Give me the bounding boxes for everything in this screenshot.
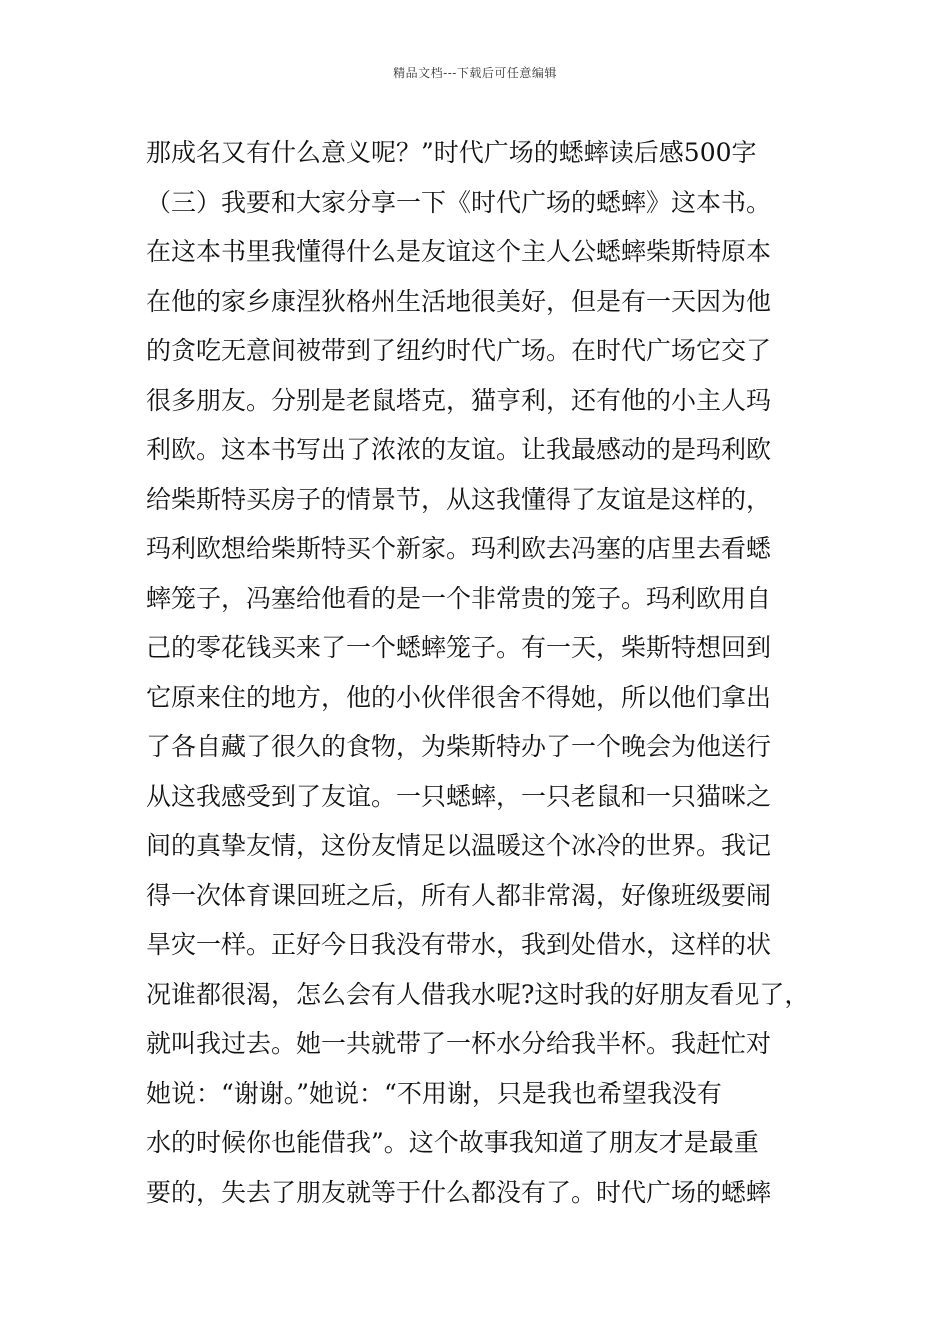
text-line: 就叫我过去。她一共就带了一杯水分给我半杯。我赶忙对: [146, 1029, 772, 1058]
body-text: [146, 128, 826, 1217]
text-line: 蟀笼子，冯塞给他看的是一个非常贵的笼子。玛利欧用自: [146, 583, 772, 613]
text-line: 要的，失去了朋友就等于什么都没有了。时代广场的蟋蟀: [146, 1177, 772, 1207]
text-line: 况谁都很渴，怎么会有人借我水呢?这时我的好朋友看见了，: [146, 979, 810, 1009]
text-line: 水的时候你也能借我”。这个故事我知道了朋友才是最重: [146, 1128, 759, 1157]
text-line: 从这我感受到了友谊。一只蟋蟀，一只老鼠和一只猫咪之: [146, 781, 772, 811]
page-header: 精品文档---下载后可任意编辑: [393, 66, 557, 80]
text-line: 己的零花钱买来了一个蟋蟀笼子。有一天，柴斯特想回到: [146, 633, 772, 662]
text-line: 那成名又有什么意义呢？”时代广场的蟋蟀读后感500字: [146, 138, 757, 167]
text-line: 在这本书里我懂得什么是友谊这个主人公蟋蟀柴斯特原本: [146, 237, 772, 266]
text-line: 她说：“谢谢。”她说：“不用谢，只是我也希望我没有: [146, 1078, 722, 1108]
text-line: 玛利欧想给柴斯特买个新家。玛利欧去冯塞的店里去看蟋: [146, 534, 772, 563]
text-line: 间的真挚友情，这份友情足以温暖这个冰冷的世界。我记: [146, 831, 772, 860]
text-line: 利欧。这本书写出了浓浓的友谊。让我最感动的是玛利欧: [146, 435, 772, 464]
text-line: 了各自藏了很久的食物，为柴斯特办了一个晚会为他送行: [146, 732, 772, 761]
text-line: 得一次体育课回班之后，所有人都非常渴，好像班级要闹: [146, 880, 772, 910]
text-line: 在他的家乡康涅狄格州生活地很美好，但是有一天因为他: [146, 286, 772, 316]
text-line: 给柴斯特买房子的情景节，从这我懂得了友谊是这样的，: [146, 484, 772, 514]
text-line: 旱灾一样。正好今日我没有带水，我到处借水，这样的状: [146, 930, 772, 959]
text-line: 的贪吃无意间被带到了纽约时代广场。在时代广场它交了: [146, 336, 772, 365]
text-line: 它原来住的地方，他的小伙伴很舍不得她，所以他们拿出: [146, 682, 772, 712]
text-line: 很多朋友。分别是老鼠塔克，猫亨利，还有他的小主人玛: [146, 385, 772, 415]
text-line: （三）我要和大家分享一下《时代广场的蟋蟀》这本书。: [146, 187, 772, 217]
